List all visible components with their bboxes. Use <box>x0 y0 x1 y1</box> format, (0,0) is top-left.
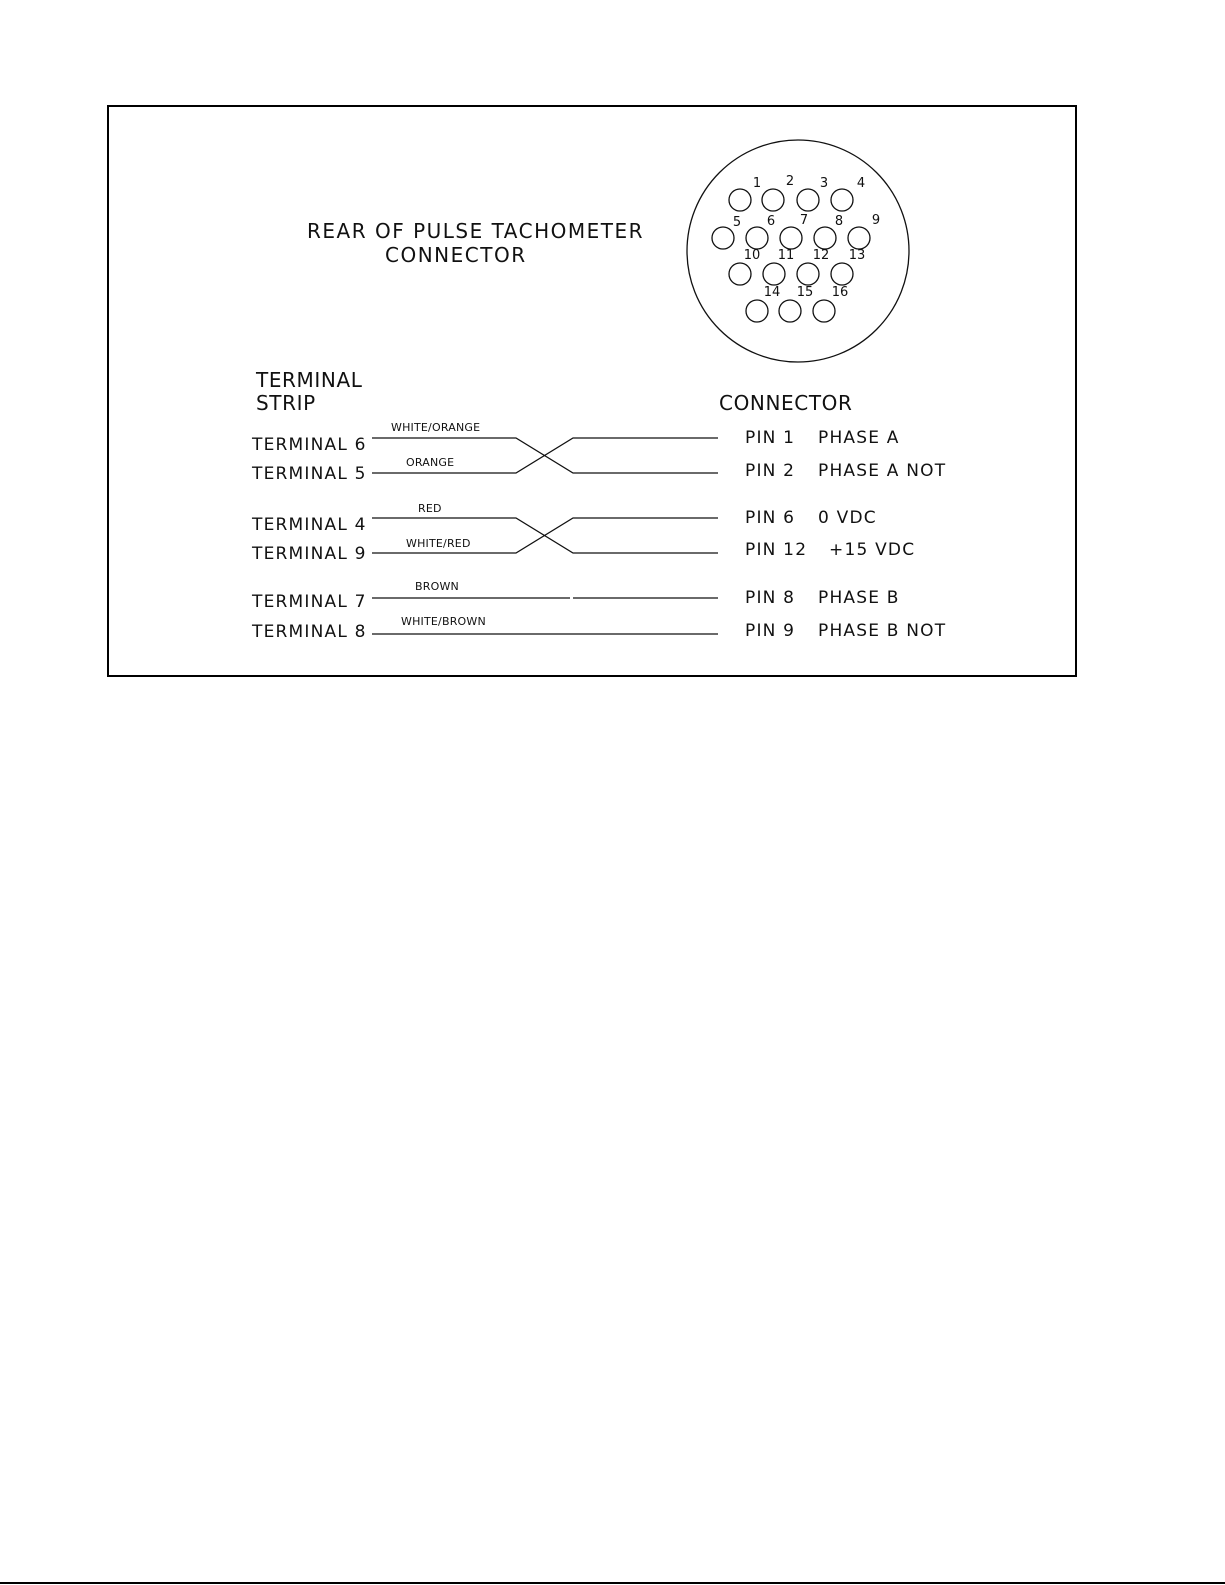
signal-label: PHASE A <box>818 428 900 448</box>
connector-pin-hole <box>729 189 751 211</box>
connector-pin-number: 11 <box>777 248 795 263</box>
terminal-label: TERMINAL 7 <box>252 592 367 612</box>
terminal-label: TERMINAL 9 <box>252 544 367 564</box>
pin-label: PIN 9 <box>745 621 796 641</box>
connector-pin-number: 1 <box>752 176 762 191</box>
diagram-title-line1: REAR OF PULSE TACHOMETER <box>307 219 644 243</box>
connector-pin-hole <box>831 189 853 211</box>
wire-color-label: WHITE/RED <box>406 537 471 550</box>
connector-pin-hole <box>780 227 802 249</box>
pin-label: PIN 6 <box>745 508 796 528</box>
signal-label: PHASE A NOT <box>818 461 947 481</box>
terminal-label: TERMINAL 6 <box>252 435 367 455</box>
terminal-strip-header-line2: STRIP <box>256 391 316 415</box>
connector-pin-number: 14 <box>763 285 781 300</box>
connector-outline <box>687 140 909 362</box>
wire-color-label: RED <box>418 502 442 515</box>
connector-pin-number: 13 <box>848 248 866 263</box>
connector-pin-hole <box>813 300 835 322</box>
connector-header: CONNECTOR <box>719 391 853 415</box>
connector-pin-number: 5 <box>732 215 742 230</box>
wire-color-label: WHITE/BROWN <box>401 615 486 628</box>
connector-pin-number: 10 <box>743 248 761 263</box>
connector-pin-number: 16 <box>831 285 849 300</box>
signal-label: PHASE B NOT <box>818 621 947 641</box>
connector-pin-hole <box>763 263 785 285</box>
connector-pin-number: 9 <box>871 213 881 228</box>
wire-color-label: WHITE/ORANGE <box>391 421 481 434</box>
terminal-label: TERMINAL 4 <box>252 515 367 535</box>
wire-color-label: ORANGE <box>406 456 455 469</box>
pin-label: PIN 8 <box>745 588 796 608</box>
diagram-frame <box>108 106 1076 676</box>
pin-label: PIN 12 <box>745 540 808 560</box>
connector-pin-number: 8 <box>834 214 844 229</box>
wire-group-phase-b <box>251 580 946 642</box>
connector-pin-hole <box>712 227 734 249</box>
connector-pin-number: 2 <box>785 174 795 189</box>
connector-pin-number: 7 <box>799 213 809 228</box>
connector-pin-number: 15 <box>796 285 814 300</box>
connector-pin-hole <box>797 263 819 285</box>
diagram-title-line2: CONNECTOR <box>385 243 527 267</box>
terminal-strip-header-line1: TERMINAL <box>256 368 363 392</box>
connector-pin-hole <box>729 263 751 285</box>
connector-pin-number: 3 <box>819 176 829 191</box>
signal-label: PHASE B <box>818 588 900 608</box>
connector-pin-number: 12 <box>812 248 830 263</box>
wire-group-power <box>251 502 915 564</box>
connector-pin-hole <box>746 300 768 322</box>
connector-pin-hole <box>762 189 784 211</box>
connector-pin-number: 6 <box>766 214 776 229</box>
connector-face <box>687 140 909 362</box>
signal-label: 0 VDC <box>818 508 877 528</box>
pin-label: PIN 1 <box>745 428 796 448</box>
connector-pin-hole <box>797 189 819 211</box>
connector-pin-hole <box>746 227 768 249</box>
connector-pin-number: 4 <box>856 176 866 191</box>
pin-label: PIN 2 <box>745 461 796 481</box>
wire-color-label: BROWN <box>415 580 459 593</box>
terminal-label: TERMINAL 5 <box>252 464 367 484</box>
connector-pin-hole <box>779 300 801 322</box>
signal-label: +15 VDC <box>829 540 916 560</box>
connector-pin-hole <box>848 227 870 249</box>
connector-pin-hole <box>814 227 836 249</box>
wire-group-phase-a <box>251 421 946 484</box>
terminal-label: TERMINAL 8 <box>252 622 367 642</box>
connector-pin-hole <box>831 263 853 285</box>
